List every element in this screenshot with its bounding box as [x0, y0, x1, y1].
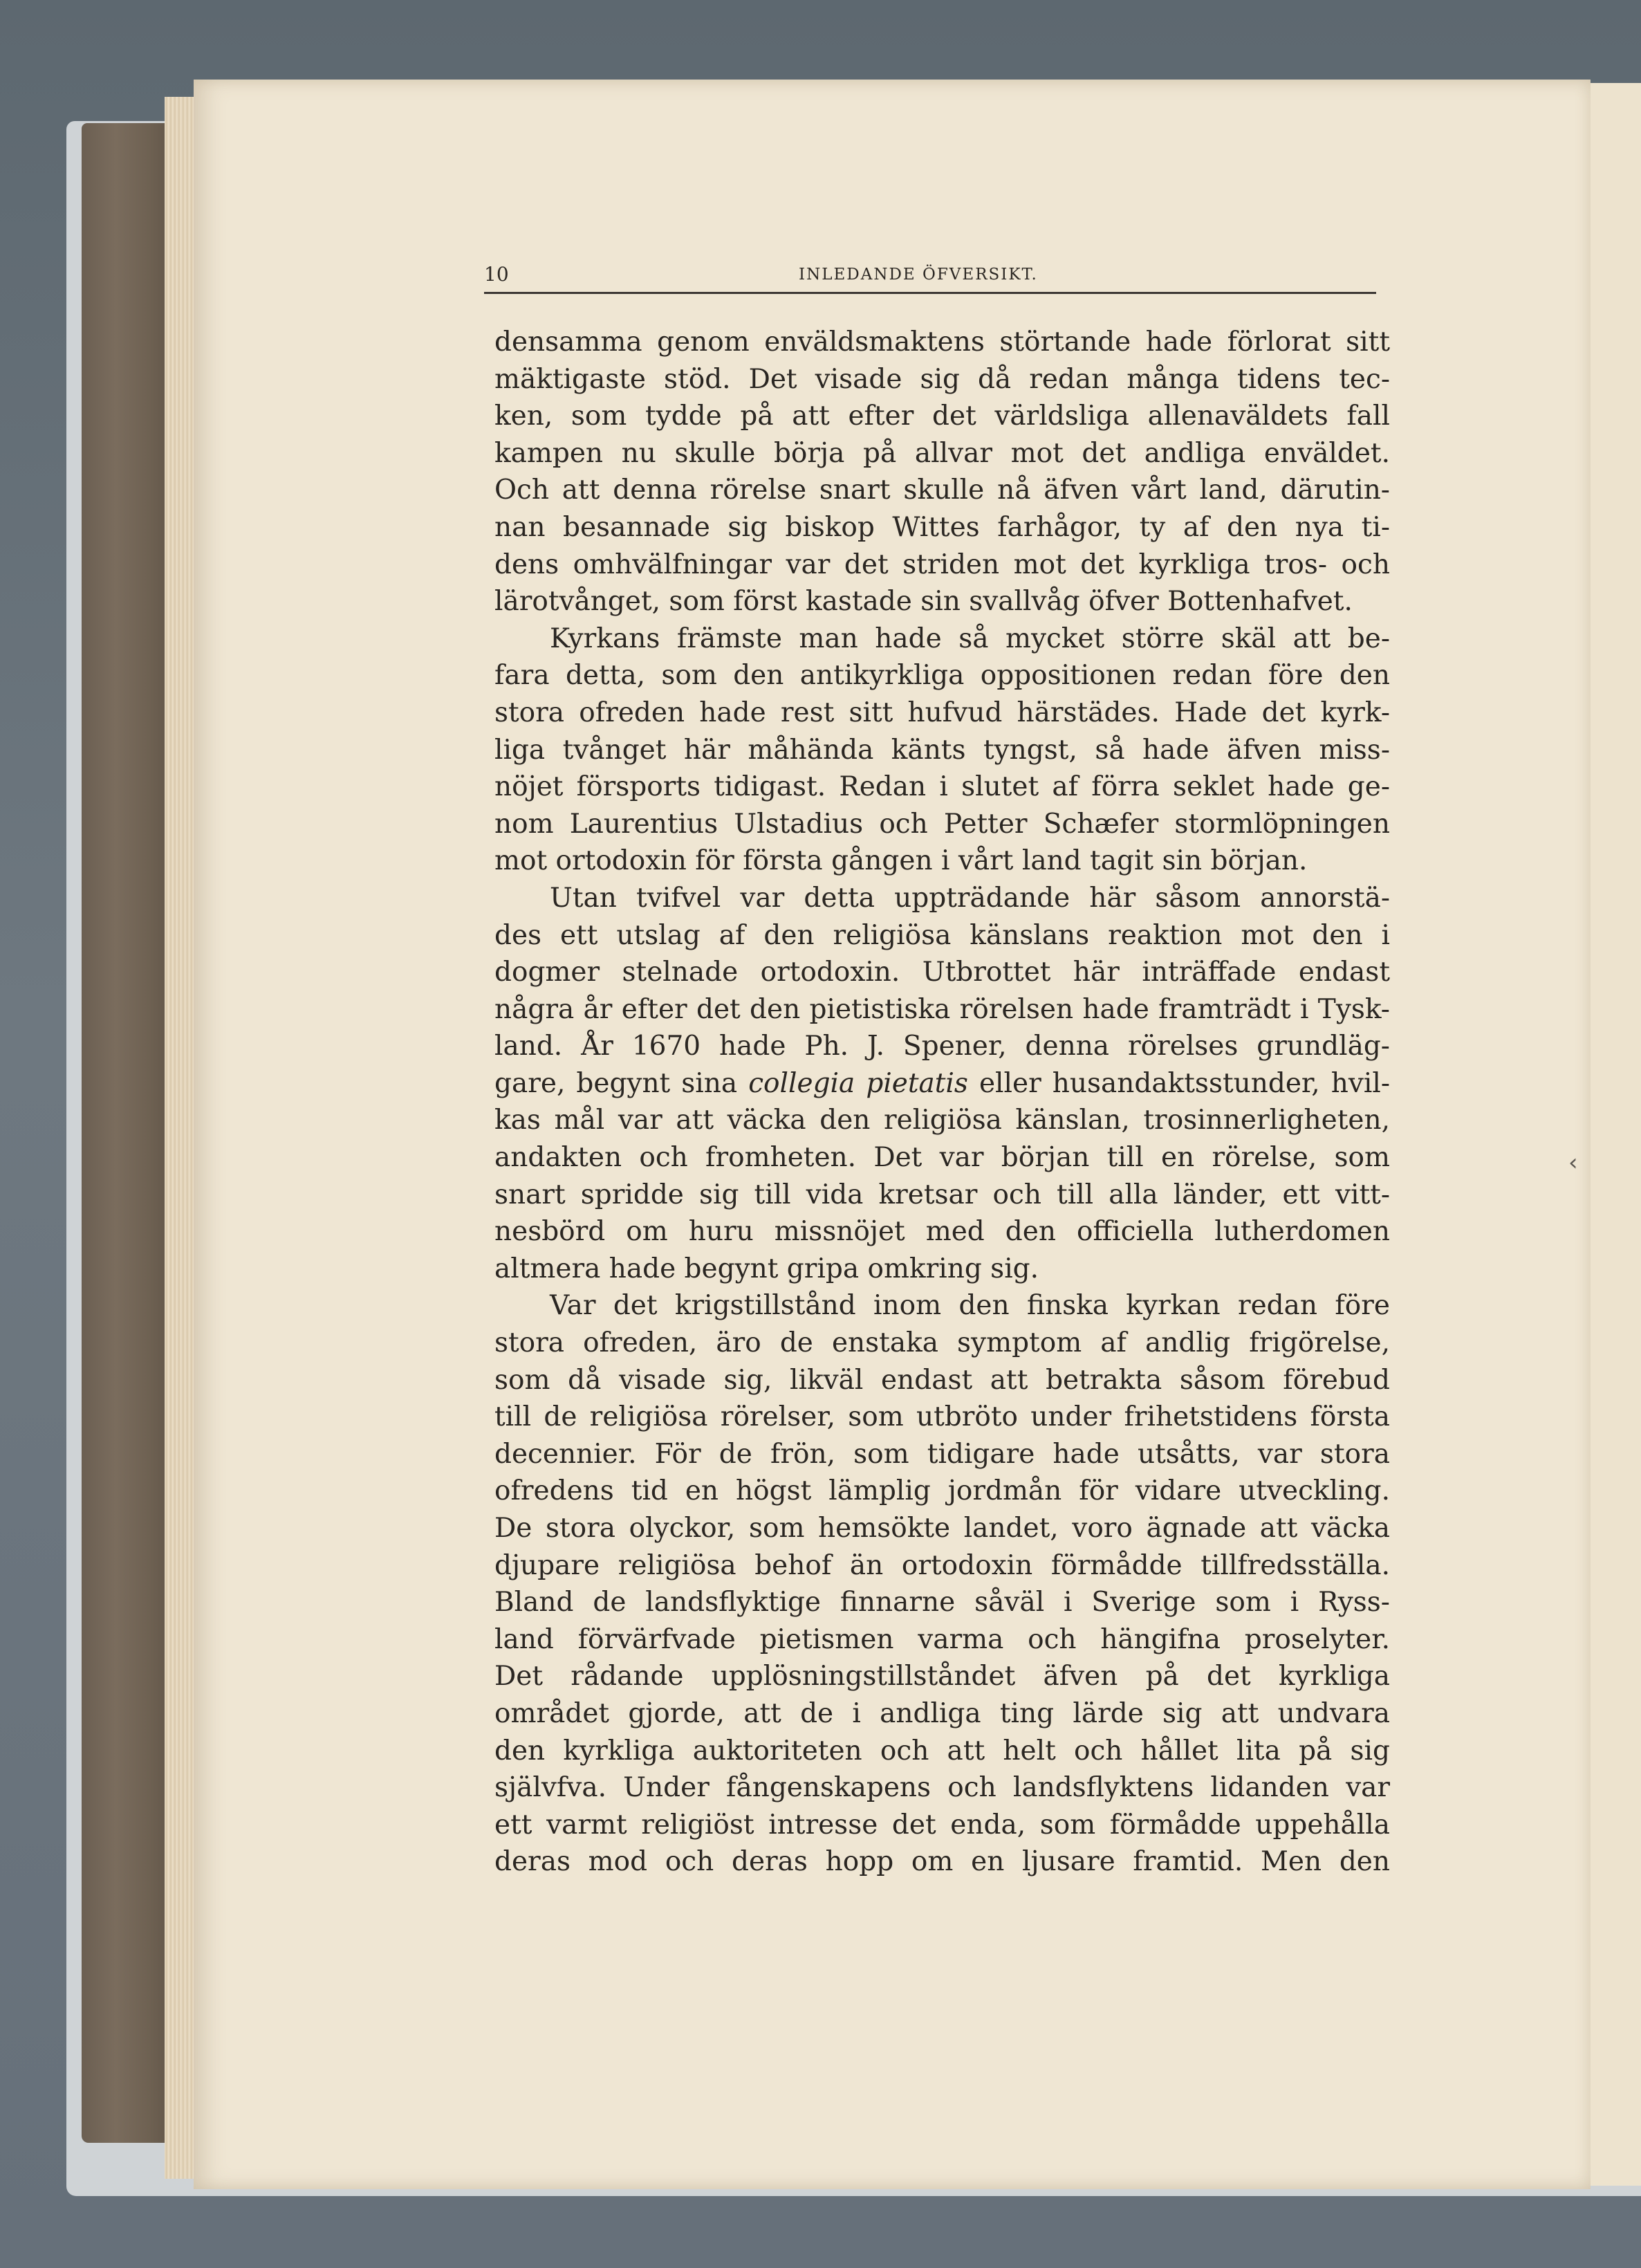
- pencil-mark-icon: ‹: [1568, 1149, 1578, 1177]
- text-line: dens omhvälfningar var det striden mot det kyrkliga tros- och: [494, 548, 1390, 580]
- text-line: Det rådande upplösningstillståndet äfven på det kyrkliga: [494, 1661, 1390, 1693]
- text-line: densamma genom enväldsmaktens störtande hade förlorat sitt: [494, 326, 1390, 358]
- text-line: ett varmt religiöst intresse det enda, som förmådde uppehålla: [494, 1809, 1390, 1841]
- text-line: [494, 1065, 1390, 1103]
- text-line: den kyrkliga auktoriteten och att helt och hållet lita på sig: [494, 1735, 1390, 1767]
- text-line: Bland de landsflyktige finnarne såväl i Sverige som i Ryss-: [494, 1587, 1390, 1619]
- text-line: liga tvånget här måhända känts tyngst, så hade äfven miss-: [494, 734, 1390, 766]
- text-fragment: gare, begynt sina: [494, 1067, 749, 1099]
- text-line: Kyrkans främste man hade så mycket större skäl att be-: [550, 623, 1390, 654]
- text-line: land förvärfvade pietismen varma och hängifna proselyter.: [494, 1623, 1390, 1655]
- text-line: djupare religiösa behof än ortodoxin förmådde tillfredsställa.: [494, 1549, 1390, 1581]
- text-line: nom Laurentius Ulstadius och Petter Schæfer stormlöpningen: [494, 808, 1390, 840]
- text-line: De stora olyckor, som hemsökte landet, voro ägnade att väcka: [494, 1513, 1390, 1544]
- text-line: fara detta, som den antikyrkliga oppositionen redan före den: [494, 660, 1390, 692]
- text-line: deras mod och deras hopp om en ljusare framtid. Men den: [494, 1846, 1390, 1878]
- text-line: altmera hade begynt gripa omkring sig.: [494, 1253, 1039, 1284]
- text-line: några år efter det den pietistiska rörelsen hade framträdt i Tysk-: [494, 993, 1390, 1025]
- text-fragment: eller husandaktsstunder, hvil-: [967, 1067, 1391, 1099]
- book-spine: [82, 123, 178, 2143]
- italic-phrase: collegia pietatis: [748, 1067, 968, 1099]
- text-line: nesbörd om huru missnöjet med den officiella lutherdomen: [494, 1216, 1390, 1248]
- text-line: ken, som tydde på att efter det världsliga allenaväldets fall: [494, 400, 1390, 432]
- text-line: området gjorde, att de i andliga ting lärde sig att undvara: [494, 1697, 1390, 1729]
- text-line: dogmer stelnade ortodoxin. Utbrottet här inträffade endast: [494, 957, 1390, 988]
- body-text: [494, 324, 1390, 1881]
- text-line: andakten och fromheten. Det var början till en rörelse, som: [494, 1142, 1390, 1174]
- text-line: ofredens tid en högst lämplig jordmån för vidare utveckling.: [494, 1475, 1390, 1507]
- text-line: nöjet försports tidigast. Redan i slutet af förra seklet hade ge-: [494, 771, 1390, 803]
- text-line: stora ofreden hade rest sitt hufvud härstädes. Hade det kyrk-: [494, 697, 1390, 728]
- page-number: 10: [484, 263, 509, 286]
- text-line: mäktigaste stöd. Det visade sig då redan många tidens tec-: [494, 363, 1390, 395]
- text-line: självfva. Under fångenskapens och landsflyktens lidanden var: [494, 1772, 1390, 1804]
- text-line: nan besannade sig biskop Wittes farhågor, ty af den nya ti-: [494, 511, 1390, 543]
- page-header: [484, 257, 1376, 294]
- text-line: kampen nu skulle börja på allvar mot det andliga enväldet.: [494, 437, 1390, 469]
- text-line: decennier. För de frön, som tidigare hade utsåtts, var stora: [494, 1438, 1390, 1470]
- text-line: lärotvånget, som först kastade sin svallvåg öfver Bottenhafvet.: [494, 586, 1353, 618]
- text-line: land. År 1670 hade Ph. J. Spener, denna rörelses grundläg-: [494, 1031, 1390, 1062]
- text-line: stora ofreden, äro de enstaka symptom af andlig frigörelse,: [494, 1327, 1390, 1359]
- text-line: som då visade sig, likväl endast att betrakta såsom förebud: [494, 1364, 1390, 1396]
- text-line: Utan tvifvel var detta uppträdande här såsom annorstä-: [550, 882, 1390, 914]
- text-line: mot ortodoxin för första gången i vårt land tagit sin början.: [494, 845, 1308, 877]
- text-line: Var det krigstillstånd inom den finska kyrkan redan före: [550, 1290, 1390, 1322]
- text-line: till de religiösa rörelser, som utbröto under frihetstidens första: [494, 1401, 1390, 1433]
- text-line: Och att denna rörelse snart skulle nå äfven vårt land, därutin-: [494, 474, 1390, 506]
- text-line: des ett utslag af den religiösa känslans reaktion mot den i: [494, 919, 1390, 951]
- text-line: kas mål var att väcka den religiösa känslan, trosinnerligheten,: [494, 1105, 1390, 1136]
- text-line: snart spridde sig till vida kretsar och till alla länder, ett vitt-: [494, 1179, 1390, 1210]
- running-head: INLEDANDE ÖFVERSIKT.: [799, 266, 1038, 284]
